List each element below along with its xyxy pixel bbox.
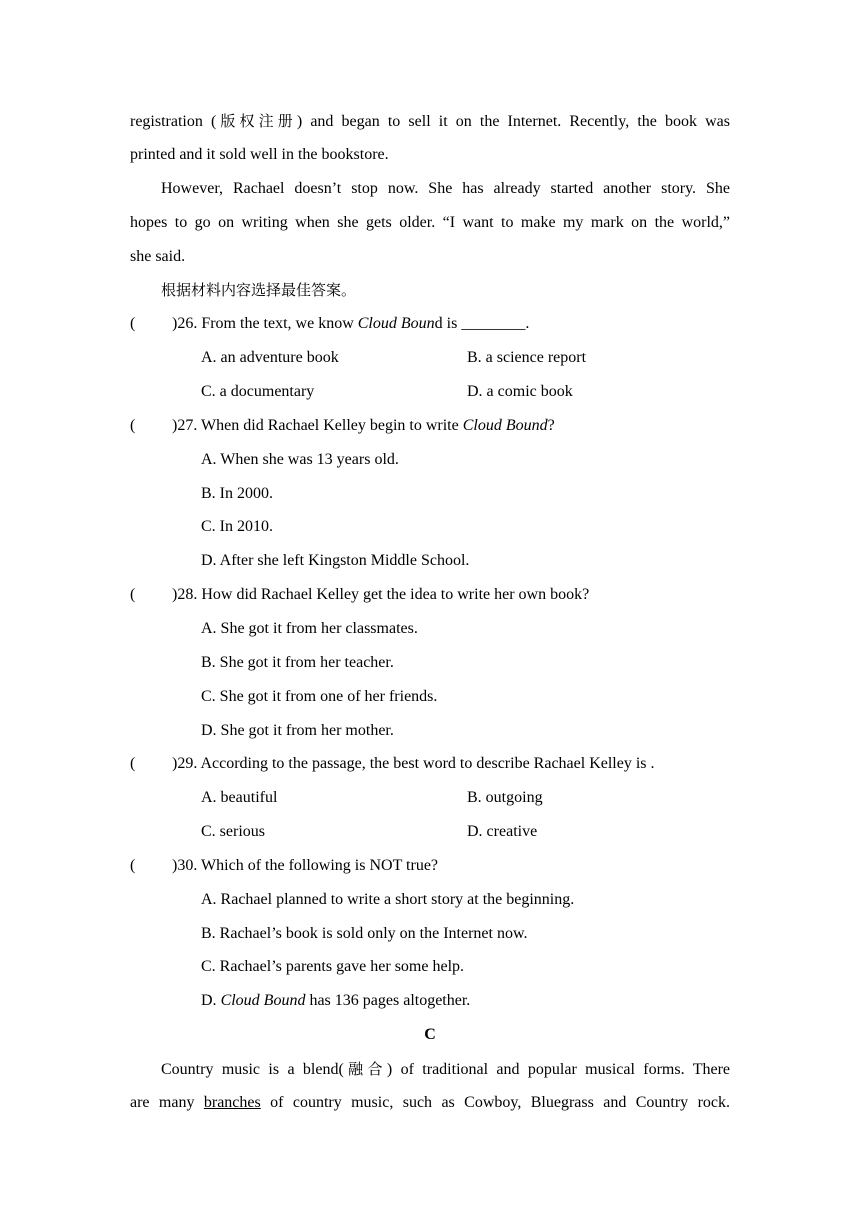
q30-option-b: B. Rachael’s book is sold only on the Internet now. — [201, 925, 528, 942]
q27-option-c: C. In 2010. — [201, 518, 273, 535]
option-text: D. — [201, 992, 221, 1009]
q27-option-d: D. After she left Kingston Middle School. — [201, 552, 470, 569]
q29-option-c: C. serious — [201, 823, 265, 840]
question-30 — [130, 849, 730, 883]
q30-option-d — [201, 984, 801, 1018]
text-run: ) and began to sell it on the Internet. Recently, the book was — [296, 113, 730, 130]
instruction: 根据材料内容选择最佳答案。 — [161, 281, 357, 299]
section-c-line-1 — [161, 1052, 730, 1086]
q26-option-a: A. an adventure book — [201, 349, 339, 366]
answer-paren: ( — [130, 315, 136, 332]
chinese-gloss: 版权注册 — [216, 112, 297, 130]
q30-option-a: A. Rachael planned to write a short story at the beginning. — [201, 891, 575, 908]
question-text: d is ________. — [434, 315, 530, 332]
q29-option-b: B. outgoing — [467, 789, 543, 806]
passage-b-line-4: hopes to go on writing when she gets older. “I want to make my mark on the world,” — [130, 214, 730, 231]
section-c-line-2 — [130, 1086, 730, 1120]
answer-paren: ( — [130, 417, 136, 434]
q28-option-a: A. She got it from her classmates. — [201, 620, 418, 637]
option-text: has 136 pages altogether. — [305, 992, 471, 1009]
question-text: )27. When did Rachael Kelley begin to write — [172, 417, 463, 434]
q26-option-d: D. a comic book — [467, 383, 573, 400]
underlined-word: branches — [203, 1094, 261, 1111]
question-text: )26. From the text, we know — [172, 315, 358, 332]
q28-option-c: C. She got it from one of her friends. — [201, 688, 438, 705]
q26-option-b: B. a science report — [467, 349, 587, 366]
book-title: Cloud Boun — [357, 315, 435, 332]
question-27 — [130, 409, 730, 443]
text-run: of country music, such as Cowboy, Bluegrass and Country rock. — [260, 1094, 731, 1111]
answer-paren: ( — [130, 857, 136, 874]
q28-option-d: D. She got it from her mother. — [201, 722, 394, 739]
q29-option-d: D. creative — [467, 823, 538, 840]
text-run: ) of traditional and popular musical forms. There — [386, 1061, 730, 1078]
chinese-gloss: 融合 — [343, 1060, 387, 1078]
question-29 — [130, 747, 730, 781]
answer-paren: ( — [130, 755, 136, 772]
section-heading: C — [424, 1026, 436, 1043]
passage-b-line-2: printed and it sold well in the bookstore. — [130, 146, 389, 163]
book-title: Cloud Bound — [462, 417, 548, 434]
text-run: registration ( — [130, 113, 217, 130]
question-text: )30. Which of the following is NOT true? — [172, 857, 439, 874]
text-run: are many — [130, 1094, 204, 1111]
passage-b-line-5: she said. — [130, 248, 186, 265]
question-28 — [130, 578, 730, 612]
q27-option-b: B. In 2000. — [201, 485, 273, 502]
q27-option-a: A. When she was 13 years old. — [201, 451, 399, 468]
question-text: ? — [547, 417, 555, 434]
q26-option-c: C. a documentary — [201, 383, 315, 400]
answer-paren: ( — [130, 586, 136, 603]
q30-option-c: C. Rachael’s parents gave her some help. — [201, 958, 465, 975]
question-26 — [130, 307, 730, 341]
text-run: Country music is a blend( — [161, 1061, 344, 1078]
q28-option-b: B. She got it from her teacher. — [201, 654, 394, 671]
book-title: Cloud Bound — [220, 992, 306, 1009]
question-text: )29. According to the passage, the best word to describe Rachael Kelley is . — [172, 755, 655, 772]
q29-option-a: A. beautiful — [201, 789, 278, 806]
question-text: )28. How did Rachael Kelley get the idea to write her own book? — [172, 586, 590, 603]
passage-b-line-1 — [130, 104, 730, 138]
passage-b-line-3: However, Rachael doesn’t stop now. She has already started another story. She — [161, 180, 730, 197]
